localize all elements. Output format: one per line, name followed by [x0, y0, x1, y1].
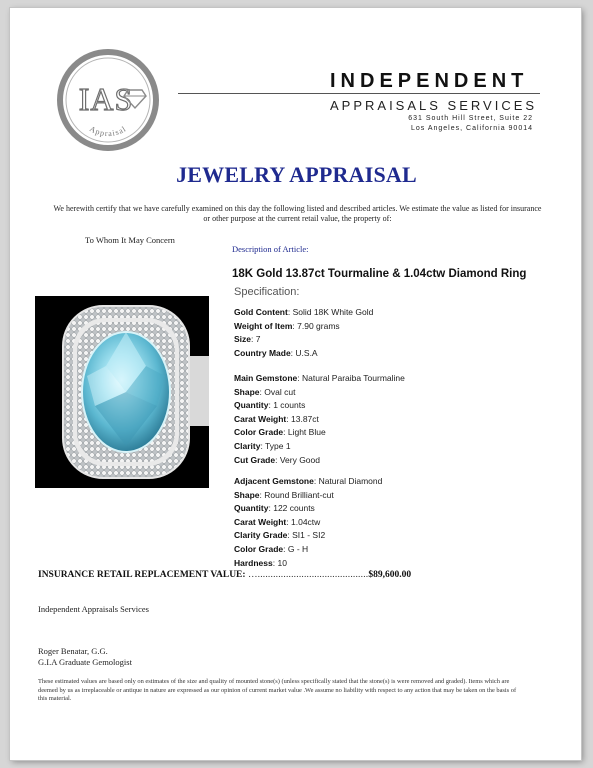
spec-row: Size: 7: [234, 334, 261, 345]
spec-row: Adjacent Gemstone: Natural Diamond: [234, 476, 383, 486]
spec-row: Cut Grade: Very Good: [234, 454, 320, 465]
ias-logo-icon: [56, 48, 160, 152]
spec-row: Clarity: Type 1: [234, 440, 291, 451]
specification-label: Specification:: [234, 286, 300, 298]
description-label: Description of Article:: [232, 244, 309, 254]
spec-row: Clarity Grade: SI1 - SI2: [234, 530, 326, 541]
spec-row: Main Gemstone: Natural Paraiba Tourmaline: [234, 373, 405, 383]
disclaimer-text: These estimated values are based only on estimates of the size and quality of mounted stone(s) (unless specifically stated that the stone(s) is were removed and graded). Items which are deemed by us as irreplaceable or antique in nature are expressed as our opinion of current market value .We assume no liability with respect to any action that may be taken on the basis of this material.: [38, 678, 517, 703]
logo-monogram: IAS: [78, 81, 134, 117]
appraiser-name: Roger Benatar, G.G.: [38, 646, 108, 656]
spec-row: Weight of Item: 7.90 grams: [234, 320, 340, 331]
spec-row: Gold Content: Solid 18K White Gold: [234, 307, 374, 317]
metal-specs: [234, 306, 373, 360]
company-subtitle: APPRAISALS SERVICES: [330, 98, 538, 113]
spec-row: Hardness: 10: [234, 557, 287, 568]
address-line-2: Los Angeles, California 90014: [410, 125, 533, 132]
spec-row: Color Grade: G - H: [234, 543, 309, 554]
header-rule: [178, 93, 540, 94]
company-signature: Independent Appraisals Services: [38, 604, 149, 614]
spec-row: Country Made: U.S.A: [234, 347, 318, 358]
spec-row: Color Grade: Light Blue: [234, 427, 326, 438]
ias-logo: [56, 48, 160, 152]
adjacent-gemstone-specs: [234, 475, 382, 570]
appraiser-title: G.I.A Graduate Gemologist: [38, 657, 132, 667]
value-leader-dots: …...........................................: [247, 570, 369, 580]
document-title: JEWELRY APPRAISAL: [176, 162, 417, 187]
address-line-1: 631 South Hill Street, Suite 22: [408, 115, 533, 122]
certification-text: We herewith certify that we have carefully examined on this day the following listed and described articles. We estimate the value as listed for insurance or other purpose at the current retail value, the property of:: [53, 204, 542, 223]
logo-ring-text: Appraisal: [87, 124, 129, 139]
owner-name: To Whom It May Concern: [85, 235, 175, 245]
ring-photo: [35, 296, 209, 488]
ring-image: [35, 296, 209, 488]
spec-row: Carat Weight: 1.04ctw: [234, 516, 321, 527]
main-gemstone-specs: [234, 372, 405, 467]
value-amount: $89,600.00: [368, 570, 412, 580]
appraiser-block: [38, 646, 132, 668]
spec-row: Carat Weight: 13.87ct: [234, 413, 319, 424]
company-address: [408, 114, 533, 134]
spec-row: Quantity: 1 counts: [234, 400, 306, 411]
item-title: 18K Gold 13.87ct Tourmaline & 1.04ctw Diamond Ring: [232, 268, 527, 280]
company-name: INDEPENDENT: [330, 70, 529, 92]
spec-row: Shape: Oval cut: [234, 386, 296, 397]
spec-row: Shape: Round Brilliant-cut: [234, 489, 334, 500]
value-label: INSURANCE RETAIL REPLACEMENT VALUE:: [38, 570, 246, 580]
spec-row: Quantity: 122 counts: [234, 503, 315, 514]
replacement-value-line: [38, 570, 411, 580]
